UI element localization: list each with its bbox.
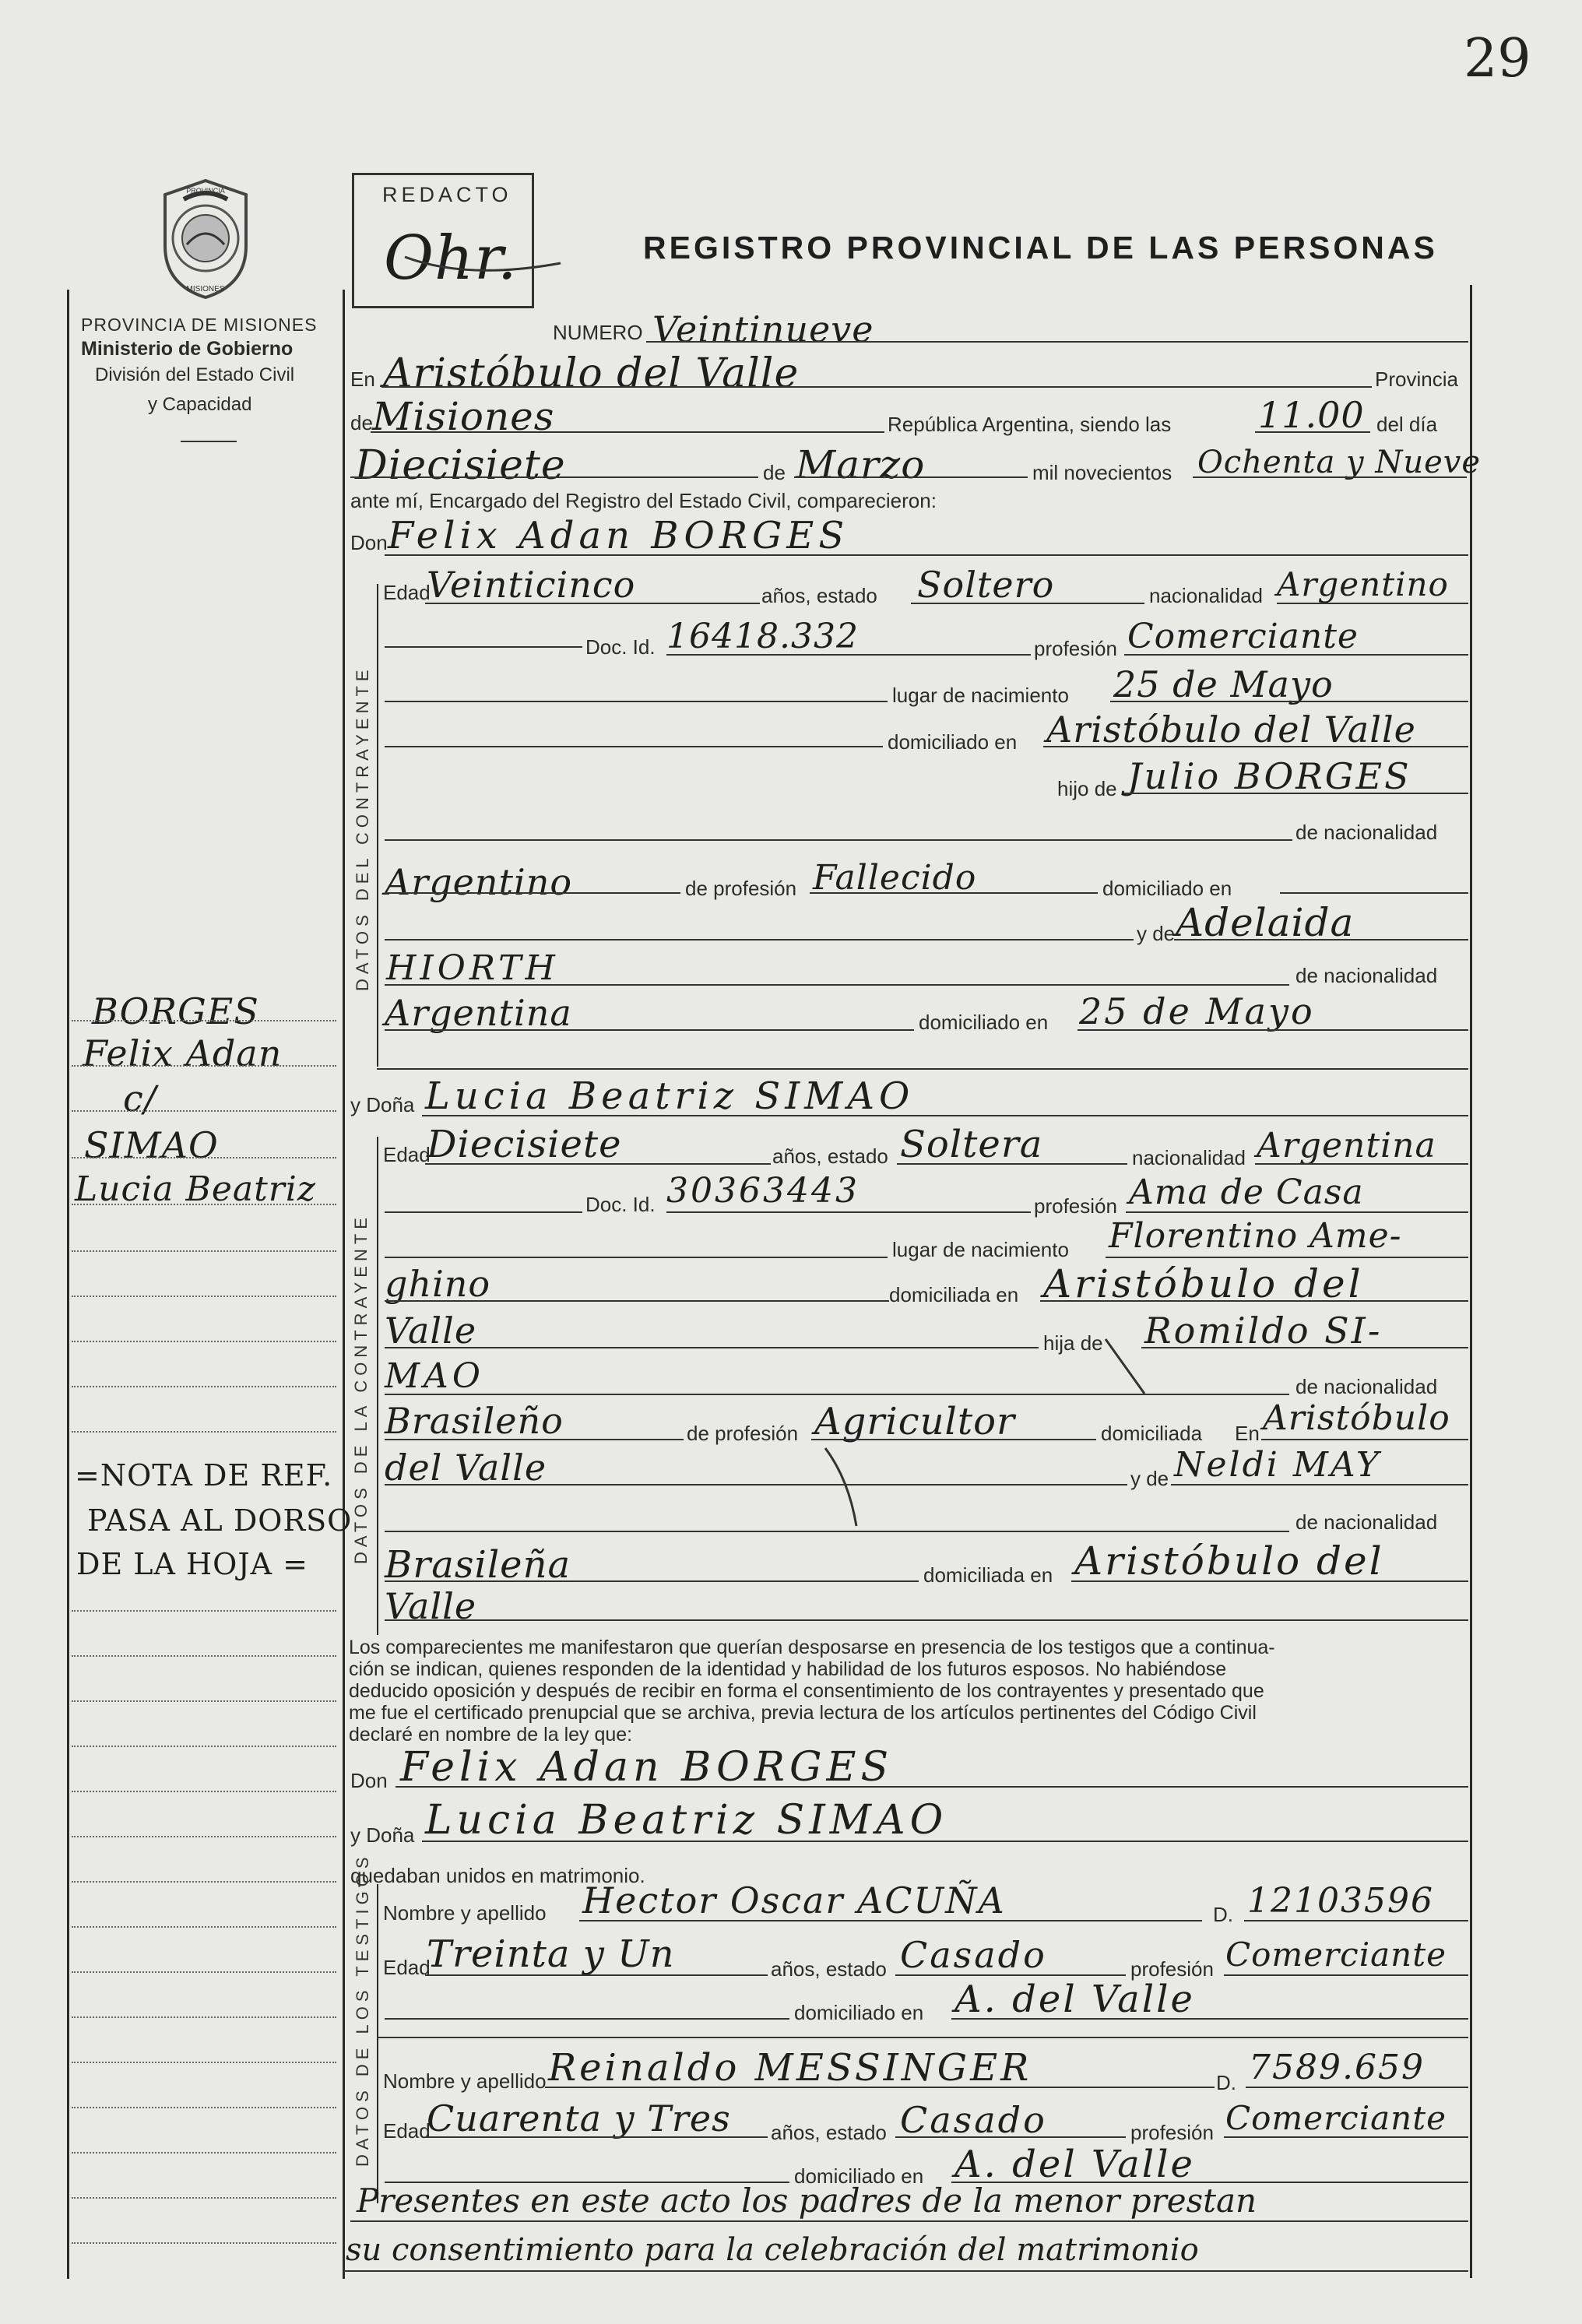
de-nacionalidad-label-4: de nacionalidad bbox=[1295, 1510, 1438, 1534]
paragraph-line-5: declaré en nombre de la ley que: bbox=[349, 1724, 633, 1746]
closing-line-1: Presentes en este acto los padres de la menor prestan bbox=[357, 2182, 1257, 2220]
declared-don: Felix Adan BORGES bbox=[400, 1744, 894, 1791]
office-province: PROVINCIA DE MISIONES bbox=[81, 315, 318, 335]
domiciliada-label: domiciliada en bbox=[889, 1283, 1019, 1306]
d-label-1: D. bbox=[1213, 1903, 1233, 1926]
en-label-2: En bbox=[1235, 1422, 1260, 1445]
paragraph-line-1: Los comparecientes me manifestaron que querían desposarse en presencia de los testigos que a continua- bbox=[349, 1637, 1275, 1658]
domiciliado-en-3-label: domiciliado en bbox=[919, 1011, 1049, 1034]
groom-edad: Veinticinco bbox=[427, 564, 636, 606]
mil-label: mil novecientos bbox=[1032, 461, 1172, 484]
de-nacionalidad-label-3: de nacionalidad bbox=[1295, 1375, 1438, 1398]
bride-block-label: DATOS DE LA CONTRAYENTE bbox=[351, 1213, 371, 1564]
nacionalidad-label: nacionalidad bbox=[1149, 584, 1264, 607]
bride-estado: Soltera bbox=[900, 1123, 1043, 1166]
quedaban-label: quedaban unidos en matrimonio. bbox=[350, 1864, 645, 1887]
nombre-label-1: Nombre y apellido bbox=[383, 1901, 547, 1925]
numero-label: NUMERO bbox=[553, 321, 643, 344]
anos-estado-label-4: años, estado bbox=[771, 2121, 887, 2144]
groom-padre-prof: Fallecido bbox=[813, 858, 977, 898]
witness2-name: Reinaldo MESSINGER bbox=[548, 2046, 1032, 2090]
page-number: 29 bbox=[1464, 28, 1531, 90]
hija-de-label: hija de bbox=[1043, 1331, 1103, 1355]
groom-madre: Adelaida bbox=[1176, 900, 1355, 945]
act-mes: Marzo bbox=[796, 442, 926, 487]
office-division: División del Estado Civil bbox=[95, 364, 295, 385]
groom-lugar: 25 de Mayo bbox=[1113, 663, 1334, 705]
hijo-de-label: hijo de bbox=[1057, 777, 1117, 800]
ref-note-2: PASA AL DORSO bbox=[87, 1503, 353, 1538]
ref-note-3: DE LA HOJA = bbox=[76, 1547, 308, 1581]
bride-padre-2: MAO bbox=[385, 1356, 484, 1396]
bride-domicilio-1: Aristóbulo del bbox=[1043, 1261, 1364, 1306]
witness1-domicilio: A. del Valle bbox=[954, 1978, 1195, 2021]
groom-madre-apellido: HIORTH bbox=[386, 948, 559, 988]
anos-estado-label-2: años, estado bbox=[772, 1144, 888, 1168]
act-numero: Veintinueve bbox=[652, 308, 874, 350]
witness2-doc: 7589.659 bbox=[1249, 2048, 1425, 2087]
lugar-label: lugar de nacimiento bbox=[892, 684, 1069, 707]
doc-label-2: Doc. Id. bbox=[585, 1193, 656, 1216]
anos-estado-label-3: años, estado bbox=[771, 1957, 887, 1981]
edad-label-4: Edad bbox=[383, 2119, 431, 2143]
bride-padre-1: Romildo SI- bbox=[1144, 1310, 1383, 1352]
document-title: REGISTRO PROVINCIAL DE LAS PERSONAS bbox=[643, 230, 1438, 265]
domiciliado-label: domiciliado en bbox=[888, 730, 1018, 754]
bride-padre-nac: Brasileño bbox=[385, 1400, 564, 1442]
groom-doc: 16418.332 bbox=[666, 617, 859, 656]
closing-line-2: su consentimiento para la celebración del matrimonio bbox=[346, 2232, 1199, 2268]
stamp-initials: Ohr. bbox=[384, 223, 518, 294]
act-de: Misiones bbox=[372, 394, 555, 439]
act-dia: Diecisiete bbox=[355, 442, 566, 489]
paragraph-line-2: ción se indican, quienes responden de la identidad y habilidad de los futuros esposos. No habiéndose bbox=[349, 1658, 1227, 1680]
y-de-label-2: y de bbox=[1130, 1467, 1169, 1490]
witness-block-label: DATOS DE LOS TESTIGOS bbox=[353, 1852, 372, 2167]
domiciliada-en-label-2: domiciliada en bbox=[923, 1563, 1053, 1587]
nombre-label-2: Nombre y apellido bbox=[383, 2069, 547, 2093]
stamp-label: REDACTO bbox=[382, 183, 512, 206]
anos-estado-label: años, estado bbox=[761, 584, 877, 607]
margin-note-5: Lucia Beatriz bbox=[75, 1169, 317, 1209]
profesion-label-4: profesión bbox=[1130, 2121, 1214, 2144]
declared-don-label: Don bbox=[350, 1769, 388, 1792]
witness1-edad: Treinta y Un bbox=[427, 1932, 675, 1976]
margin-note-1: BORGES bbox=[92, 990, 259, 1032]
bride-lugar-2: ghino bbox=[385, 1263, 491, 1305]
groom-padre-nac: Argentino bbox=[385, 861, 573, 903]
witness2-profesion: Comerciante bbox=[1225, 2099, 1447, 2137]
witness1-doc: 12103596 bbox=[1247, 1881, 1434, 1921]
don-label: Don bbox=[350, 531, 388, 554]
republica-label: República Argentina, siendo las bbox=[888, 413, 1172, 436]
de-label: de bbox=[350, 411, 373, 434]
bride-madre-dom-2: Valle bbox=[385, 1585, 477, 1627]
declared-dona-label: y Doña bbox=[350, 1823, 415, 1847]
bride-padre-dom-1: Aristóbulo bbox=[1263, 1398, 1450, 1438]
y-dona-label: y Doña bbox=[350, 1093, 415, 1116]
seal-bottom-text: MISIONES bbox=[186, 285, 225, 294]
bride-madre: Neldi MAY bbox=[1174, 1445, 1381, 1485]
witness2-domicilio: A. del Valle bbox=[954, 2143, 1195, 2186]
en-label: En bbox=[350, 367, 375, 391]
ante-label: ante mí, Encargado del Registro del Estado Civil, comparecieron: bbox=[350, 489, 937, 512]
witness2-edad: Cuarenta y Tres bbox=[427, 2097, 731, 2139]
bride-edad: Diecisiete bbox=[427, 1123, 622, 1166]
groom-padre: Julio BORGES bbox=[1127, 755, 1411, 797]
de-mes-label: de bbox=[763, 461, 786, 484]
bride-nacionalidad: Argentina bbox=[1257, 1126, 1436, 1166]
groom-madre-dom: 25 de Mayo bbox=[1079, 990, 1315, 1032]
groom-madre-nac: Argentina bbox=[385, 992, 572, 1034]
profesion-label-2: profesión bbox=[1034, 1194, 1117, 1218]
lugar-label-2: lugar de nacimiento bbox=[892, 1238, 1069, 1261]
paragraph-line-3: deducido oposición y después de recibir en forma el consentimiento de los contrayentes y presentado que bbox=[349, 1680, 1264, 1702]
bride-lugar-1: Florentino Ame- bbox=[1109, 1216, 1402, 1256]
de-nacionalidad-label: de nacionalidad bbox=[1295, 821, 1438, 844]
margin-note-4: SIMAO bbox=[84, 1124, 219, 1166]
domiciliado-label-t2: domiciliado en bbox=[794, 2164, 924, 2188]
profesion-label: profesión bbox=[1034, 637, 1117, 660]
act-anio: Ochenta y Nueve bbox=[1197, 445, 1482, 480]
bride-name: Lucia Beatriz SIMAO bbox=[425, 1074, 915, 1118]
domiciliada-label-2: domiciliada bbox=[1101, 1422, 1203, 1445]
witness2-estado: Casado bbox=[900, 2099, 1047, 2141]
edad-label-2: Edad bbox=[383, 1143, 431, 1166]
bride-profesion: Ama de Casa bbox=[1129, 1173, 1364, 1212]
de-profesion-label-2: de profesión bbox=[687, 1422, 799, 1445]
act-hora: 11.00 bbox=[1258, 394, 1365, 436]
domiciliado-label-t1: domiciliado en bbox=[794, 2001, 924, 2024]
office-ministry: Ministerio de Gobierno bbox=[81, 338, 294, 360]
domiciliado-en-2-label: domiciliado en bbox=[1102, 877, 1232, 900]
bride-madre-nac: Brasileña bbox=[385, 1543, 571, 1587]
seal-top-text: PROVINCIA bbox=[186, 187, 225, 195]
bride-doc: 30363443 bbox=[666, 1171, 860, 1211]
provincia-label: Provincia bbox=[1375, 367, 1458, 391]
groom-estado: Soltero bbox=[917, 564, 1055, 606]
doc-label: Doc. Id. bbox=[585, 635, 656, 659]
bride-domicilio-2: Valle bbox=[385, 1310, 477, 1352]
office-capacity: y Capacidad bbox=[148, 394, 252, 415]
witness1-name: Hector Oscar ACUÑA bbox=[582, 1879, 1006, 1921]
edad-label-3: Edad bbox=[383, 1956, 431, 1979]
de-profesion-label: de profesión bbox=[685, 877, 797, 900]
profesion-label-3: profesión bbox=[1130, 1957, 1214, 1981]
nacionalidad-label-2: nacionalidad bbox=[1132, 1146, 1246, 1169]
margin-note-2: Felix Adan bbox=[83, 1032, 283, 1074]
margin-note-3: c/ bbox=[123, 1078, 157, 1120]
groom-block-label: DATOS DEL CONTRAYENTE bbox=[353, 665, 372, 991]
bride-madre-dom-1: Aristóbulo del bbox=[1074, 1538, 1384, 1584]
bride-padre-dom-2: del Valle bbox=[385, 1447, 547, 1489]
bride-padre-prof: Agricultor bbox=[814, 1400, 1015, 1443]
d-label-2: D. bbox=[1216, 2071, 1236, 2094]
act-en: Aristóbulo del Valle bbox=[383, 350, 800, 397]
groom-profesion: Comerciante bbox=[1127, 617, 1359, 656]
edad-label: Edad bbox=[383, 581, 431, 604]
y-de-label: y de bbox=[1137, 922, 1176, 945]
ref-note-1: =NOTA DE REF. bbox=[75, 1458, 333, 1492]
groom-domicilio: Aristóbulo del Valle bbox=[1046, 708, 1416, 751]
paragraph-line-4: me fue el certificado prenupcial que se archiva, previa lectura de los artículos pertinentes del Código Civil bbox=[349, 1702, 1257, 1724]
groom-name: Felix Adan BORGES bbox=[388, 514, 849, 557]
de-nacionalidad-2-label: de nacionalidad bbox=[1295, 964, 1438, 987]
declared-dona: Lucia Beatriz SIMAO bbox=[425, 1797, 948, 1844]
witness1-estado: Casado bbox=[900, 1934, 1047, 1976]
del-dia-label: del día bbox=[1376, 413, 1438, 436]
groom-nacionalidad: Argentino bbox=[1277, 565, 1449, 603]
witness1-profesion: Comerciante bbox=[1225, 1935, 1447, 1974]
